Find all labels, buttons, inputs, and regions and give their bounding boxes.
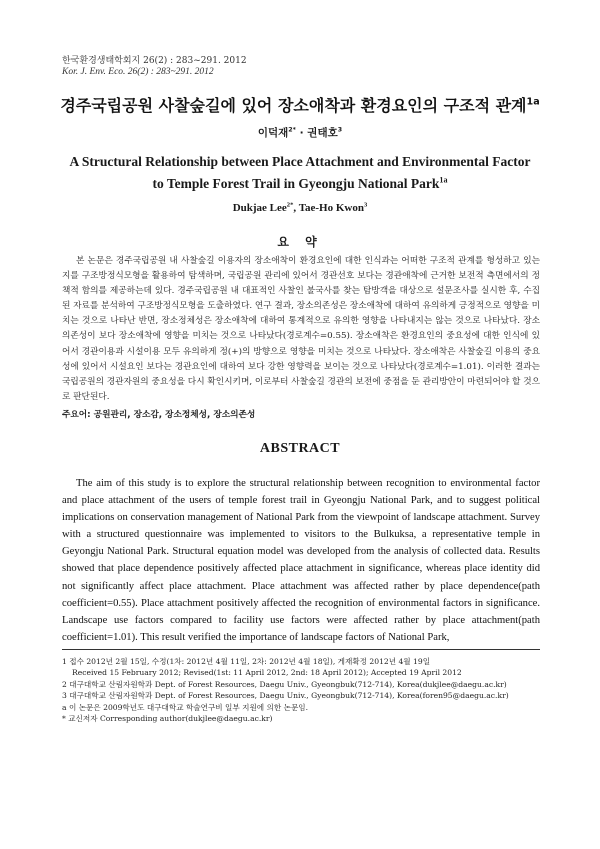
author1-mark-ko: 2*	[288, 126, 296, 134]
english-abstract-heading: ABSTRACT	[259, 441, 341, 456]
footnote-received-ko: 1 접수 2012년 2월 15일, 수정(1차: 2012년 4월 11일, 2차: 2012년 4월 18일), 게재확정 2012년 4월 19일	[62, 657, 431, 666]
footnotes	[62, 656, 540, 724]
title-korean-text: 경주국립공원 사찰숲길에 있어 장소애착과 환경요인의 구조적 관계	[60, 96, 527, 115]
title-english-footnote-mark: 1a	[439, 175, 448, 185]
author2-name-ko: 권태호	[307, 127, 338, 139]
author2-name-en: Tae-Ho Kwon	[298, 202, 364, 214]
authors-korean	[0, 125, 600, 140]
korean-abstract-body: 본 논문은 경주국립공원 내 사찰숲길 이용자의 장소애착이 환경요인에 대한 인식과는 어떠한 구조적 관계를 형성하고 있는 지를 구조방정식모형을 활용하여 탐색하며, 국립공원 관리에 있어서 경관선호 보다는 경관애착에 근거한 보전적 측면에서의 정책적 함의를 제공하는데 있다. 경주국립공원 내 대표적인 사찰인 불국사를 찾는 탐방객을 대상으로 설문조사를 실시한 후, 수집된 자료를 분석하여 구조방정식모형을 도출하였다. 연구 결과, 장소의존성은 장소애착에 대하여 유의하게 긍정적으로 영향을 미치는 것으로 나타난 반면, 장소정체성은 장소애착에 대하여 통계적으로 유의한 영향을 나타내지는 않는 것으로 나타났다. 장소의존성이 보다 장소애착에 영향을 미치는 것으로 나타났다(경로계수=0.55). 장소애착은 환경요인의 중요성에 대한 인식에 있어서 경관이용과 시설이용 모두 유의하게 정(+)의 방향으로 영향을 미치는 것으로 나타났다. 장소애착은 사찰숲길 이용의 중요성에 있어서 시설요인 보다는 경관요인에 대하여 보다 강한 영향력을 보이는 것으로 나타났다(경로계수=1.01). 이러한 결과는 국립공원의 경관자원의 중요성을 다시 확인시키며, 이로부터 사찰숲길 경관의 보전에 중점을 둔 관리방안이 마련되어야 할 것으로 판단된다.	[62, 256, 540, 402]
footnote-funding: a 이 논문은 2009학년도 대구대학교 학술연구비 일부 지원에 의한 논문임.	[62, 702, 309, 712]
author-separator-ko: ·	[295, 127, 308, 139]
footnote-affiliation-author2: 3 대구대학교 산림자원학과 Dept. of Forest Resources, Daegu Univ., Gyeongbuk(712-714), Korea(foren95@daegu.ac.kr)	[62, 691, 509, 701]
title-english-line1: A Structural Relationship between Place Attachment and Environmental Factor	[69, 154, 531, 169]
title-english-line2: to Temple Forest Trail in Gyeongju National Park	[152, 176, 440, 191]
author2-mark-ko: 3	[337, 126, 343, 134]
author1-mark-en: 2*	[286, 201, 294, 209]
author1-name-en: Dukjae Lee	[232, 202, 287, 214]
title-english-line2-wrap	[60, 173, 540, 195]
title-english	[60, 151, 540, 195]
footnote-received-en: Received 15 February 2012; Revised(1st: 11 April 2012, 2nd: 18 April 2012); Accepted 19 April 2012	[72, 668, 462, 678]
korean-keywords: 주요어: 공원관리, 장소감, 장소정체성, 장소의존성	[62, 410, 256, 420]
korean-abstract-heading: 요 약	[277, 235, 323, 249]
journal-citation-en: Kor. J. Env. Eco. 26(2) : 283~291. 2012	[62, 67, 214, 77]
footnote-affiliation-author1: 2 대구대학교 산림자원학과 Dept. of Forest Resources, Daegu Univ., Gyeongbuk(712-714), Korea(dukjlee@daegu.ac.kr)	[62, 679, 507, 689]
author-separator-en: ,	[293, 202, 299, 214]
author1-name-ko: 이덕재	[257, 127, 289, 139]
title-korean-footnote-mark: 1a	[526, 96, 540, 108]
footnote-divider	[62, 649, 540, 650]
journal-citation-ko: 한국환경생태학회지 26(2) : 283~291. 2012	[62, 56, 247, 66]
english-abstract-body: The aim of this study is to explore the structural relationship between recognition to environmental factor and place attachment of the users of temple forest trail in Gyeongju National Park, and to suggest political implications on conservation management of National Park from the viewpoint of landscape attachment. Survey with a structured questionnaire was implemented to visitors to the Bulkuksa, a representative temple in Geyongju National Park. Structural equation model was developed from the analysis of collected data. Results showed that place dependence positively affected place attachment in significance, whereas place identity did not significantly affect place attachment. Place attachment was affected rather by place dependence(path coefficient=0.55). Place attachment positively affected the recognition of environmental factors in significance. Landscape use factors compared to facility use factors were affected rather by place attachment(path coefficient=1.01). This result verified the importance of landscape factors of National Park,	[62, 478, 540, 643]
author2-mark-en: 3	[363, 201, 368, 209]
authors-english	[0, 202, 600, 214]
footnote-corresponding-author: * 교신저자 Corresponding author(dukjlee@daegu.ac.kr)	[62, 714, 273, 724]
title-korean	[0, 93, 600, 116]
